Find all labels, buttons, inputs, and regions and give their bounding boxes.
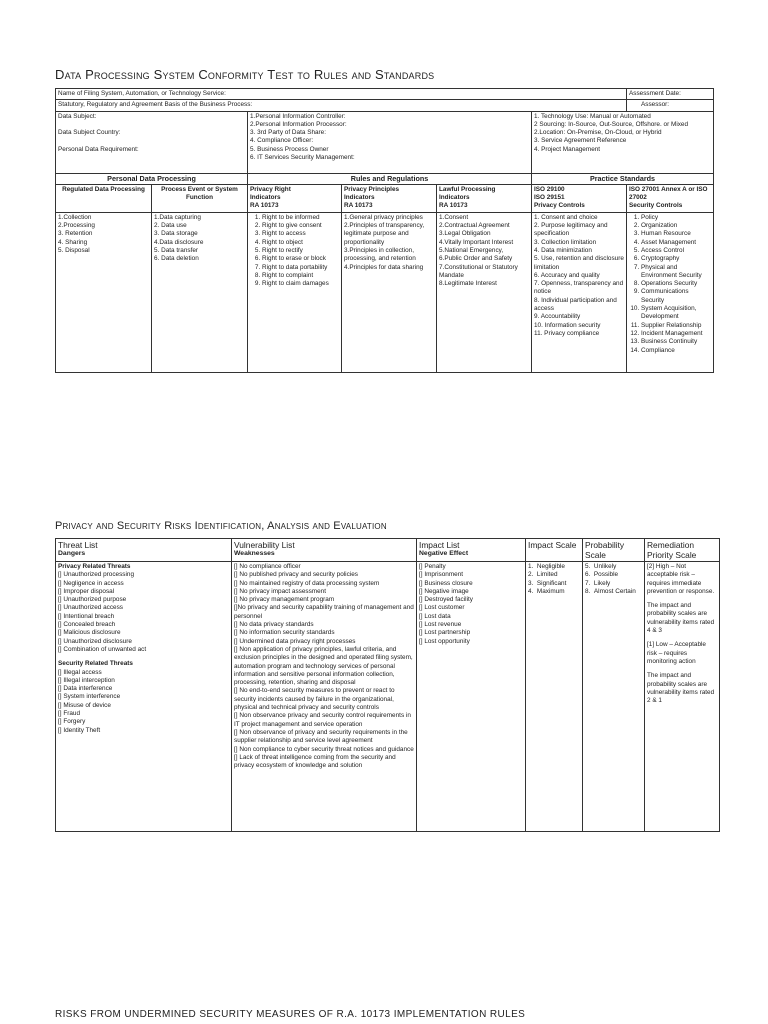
col-privacy-right: Privacy Right Indicators RA 10173: [248, 184, 342, 212]
list-item: 8. Operations Security: [641, 280, 711, 288]
header-vulnerability-list: Vulnerability List Weaknesses: [232, 539, 417, 562]
filing-system-field: Name of Filing System, Automation, or Technology Service:: [56, 89, 627, 100]
list-item: 4. Right to object: [262, 239, 339, 247]
list-item: 12. Incident Management: [641, 330, 711, 338]
header-impact-list: Impact List Negative Effect: [417, 539, 526, 562]
lawful-list: 1.Consent 2.Contractual Agreement 3.Legal Obligation 4.Vitally Important Interest 5.National Emergency, 6.Public Order and Safety 7.Constitutional or Statutory Mandate 8.Legitimate Interest: [437, 212, 532, 372]
list-item: 9. Right to claim damages: [262, 280, 339, 288]
principles-list: 1.General privacy principles 2.Principles of transparency, legitimate purpose and proportionality 3.Principles in collection, processing, and retention 4.Principles for data sharing: [342, 212, 437, 372]
list-item: 13. Business Continuity: [641, 338, 711, 346]
list-item: 7. Right to data portability: [262, 264, 339, 272]
rights-list: [248, 212, 342, 372]
col-process-event: Process Event or System Function: [152, 184, 248, 212]
list-item: 14. Compliance: [641, 347, 711, 355]
list-item: 4. Asset Management: [641, 239, 711, 247]
section-title-undermined-measures: RISKS FROM UNDERMINED SECURITY MEASURES OF R.A. 10173 IMPLEMENTATION RULES: [55, 1009, 526, 1020]
roles-block: 1.Personal Information Controller: 2.Personal Information Processor: 3. 3rd Party of Data Share: 4. Compliance Officer: 5. Business Process Owner 6. IT Services Security Management:: [248, 111, 532, 173]
header-impact-scale: Impact Scale: [526, 539, 583, 562]
list-item: 5. Access Control: [641, 247, 711, 255]
list-item: 3. Right to access: [262, 230, 339, 238]
header-probability-scale: Probability Scale: [583, 539, 645, 562]
list-item: 6. Right to erase or block: [262, 255, 339, 263]
regulated-list: 1.Collection 2.Processing 3. Retention 4. Sharing 5. Disposal: [56, 212, 152, 372]
iso27001-list: [627, 212, 714, 372]
threat-list: Privacy Related Threats [] Unauthorized processing [] Negligence in access [] Improper disposal [] Unauthorized purpose [] Unauthorized access [] Intentional breach [] Concealed breach [] Malicious disclosure [] Unauthorized disclosure [] Combination of unwanted act Security Related Threats [] Illegal access [] Illegal interception [] Data interference [] System interference [] Misuse of device [] Fraud [] Forgery [] Identity Theft: [56, 562, 232, 832]
page-title: Data Processing System Conformity Test to Rules and Standards: [55, 67, 435, 82]
list-item: 9. Communications Security: [641, 288, 711, 305]
header-threat-list: Threat List Dangers: [56, 539, 232, 562]
list-item: 3. Human Resource: [641, 230, 711, 238]
impact-list: [] Penalty [] Imprisonment [] Business closure [] Negative image [] Destroyed facility [] Lost customer [] Lost data [] Lost revenue [] Lost partnership [] Lost opportunity: [417, 562, 526, 832]
section-title-risks: Privacy and Security Risks Identification, Analysis and Evaluation: [55, 520, 387, 532]
section-rules: Rules and Regulations: [248, 173, 532, 184]
list-item: 10. System Acquisition, Development: [641, 305, 711, 322]
data-subject-block: Data Subject: Data Subject Country: Personal Data Requirement:: [56, 111, 248, 173]
conformity-test-table: [55, 88, 714, 373]
list-item: 7. Physical and Environment Security: [641, 264, 711, 281]
list-item: 1. Policy: [641, 214, 711, 222]
vulnerability-list: [] No compliance officer [] No published privacy and security policies [] No maintained registry of data processing system [] No privacy impact assessment [] No privacy management program []No privacy and security capability training of management and personnel [] No data privacy standards [] No information security standards [] Undermined data privacy right processes [] Non application of privacy principles, lawful criteria, and exclusion principles in the designed and operated filing system, automation program and technology services of personal information and sensitive personal information collection, processing, retention, sharing and disposal [] No end-to-end security measures to prevent or react to security incidents caused by failure in the organizational, physical and technical privacy and security controls [] Non observance privacy and security control requirements in IT project management and service operation [] Non observance of privacy and security requirements in the supplier relationship and service level agreement [] Non compliance to cyber security threat notices and guidance [] Lack of threat intelligence coming from the security and privacy ecosystem of knowledge and solution: [232, 562, 417, 832]
remediation-list: [2] High – Not acceptable risk – requires immediate prevention or response. The impact and probability scales are vulnerability items rated 4 & 3 [1] Low – Acceptable risk – requires monitoring action The impact and probability scales are vulnerability items rated 2 & 1: [645, 562, 720, 832]
assessor-field: Assessor:: [627, 100, 714, 111]
assessment-date-field: Assessment Date:: [627, 89, 714, 100]
col-iso27001: ISO 27001 Annex A or ISO 27002 Security Controls: [627, 184, 714, 212]
list-item: 2. Organization: [641, 222, 711, 230]
statutory-basis-field: Statutory, Regulatory and Agreement Basis of the Business Process:: [56, 100, 627, 111]
col-regulated-processing: Regulated Data Processing: [56, 184, 152, 212]
section-personal-data: Personal Data Processing: [56, 173, 248, 184]
col-privacy-principles: Privacy Principles Indicators RA 10173: [342, 184, 437, 212]
iso29100-list: 1. Consent and choice 2. Purpose legitimacy and specification 3. Collection limitation 4. Data minimization 5. Use, retention and disclosure limitation 6. Accuracy and quality 7. Openness, transparency and notice 8. Individual participation and access 9. Accountability 10. Information security 11. Privacy compliance: [532, 212, 627, 372]
list-item: 11. Supplier Relationship: [641, 322, 711, 330]
list-item: 5. Right to rectify: [262, 247, 339, 255]
list-item: 8. Right to complaint: [262, 272, 339, 280]
col-iso29100: ISO 29100 ISO 29151 Privacy Controls: [532, 184, 627, 212]
technology-block: 1. Technology Use: Manual or Automated 2 Sourcing: In-Source, Out-Source, Offshore. or Mixed 2.Location: On-Premise, On-Cloud, or Hybrid 3. Service Agreement Reference 4. Project Management: [532, 111, 714, 173]
risk-evaluation-table: [55, 538, 720, 832]
col-lawful-processing: Lawful Processing Indicators RA 10173: [437, 184, 532, 212]
section-practice: Practice Standards: [532, 173, 714, 184]
list-item: 1. Right to be informed: [262, 214, 339, 222]
header-remediation-scale: Remediation Priority Scale: [645, 539, 720, 562]
probability-scale-list: 5. Unlikely 6. Possible 7. Likely 8. Almost Certain: [583, 562, 645, 832]
impact-scale-list: 1. Negligible 2. Limited 3. Significant 4. Maximum: [526, 562, 583, 832]
list-item: 2. Right to give consent: [262, 222, 339, 230]
process-list: 1.Data capturing 2. Data use 3. Data storage 4.Data disclosure 5. Data transfer 6. Data deletion: [152, 212, 248, 372]
list-item: 6. Cryptography: [641, 255, 711, 263]
